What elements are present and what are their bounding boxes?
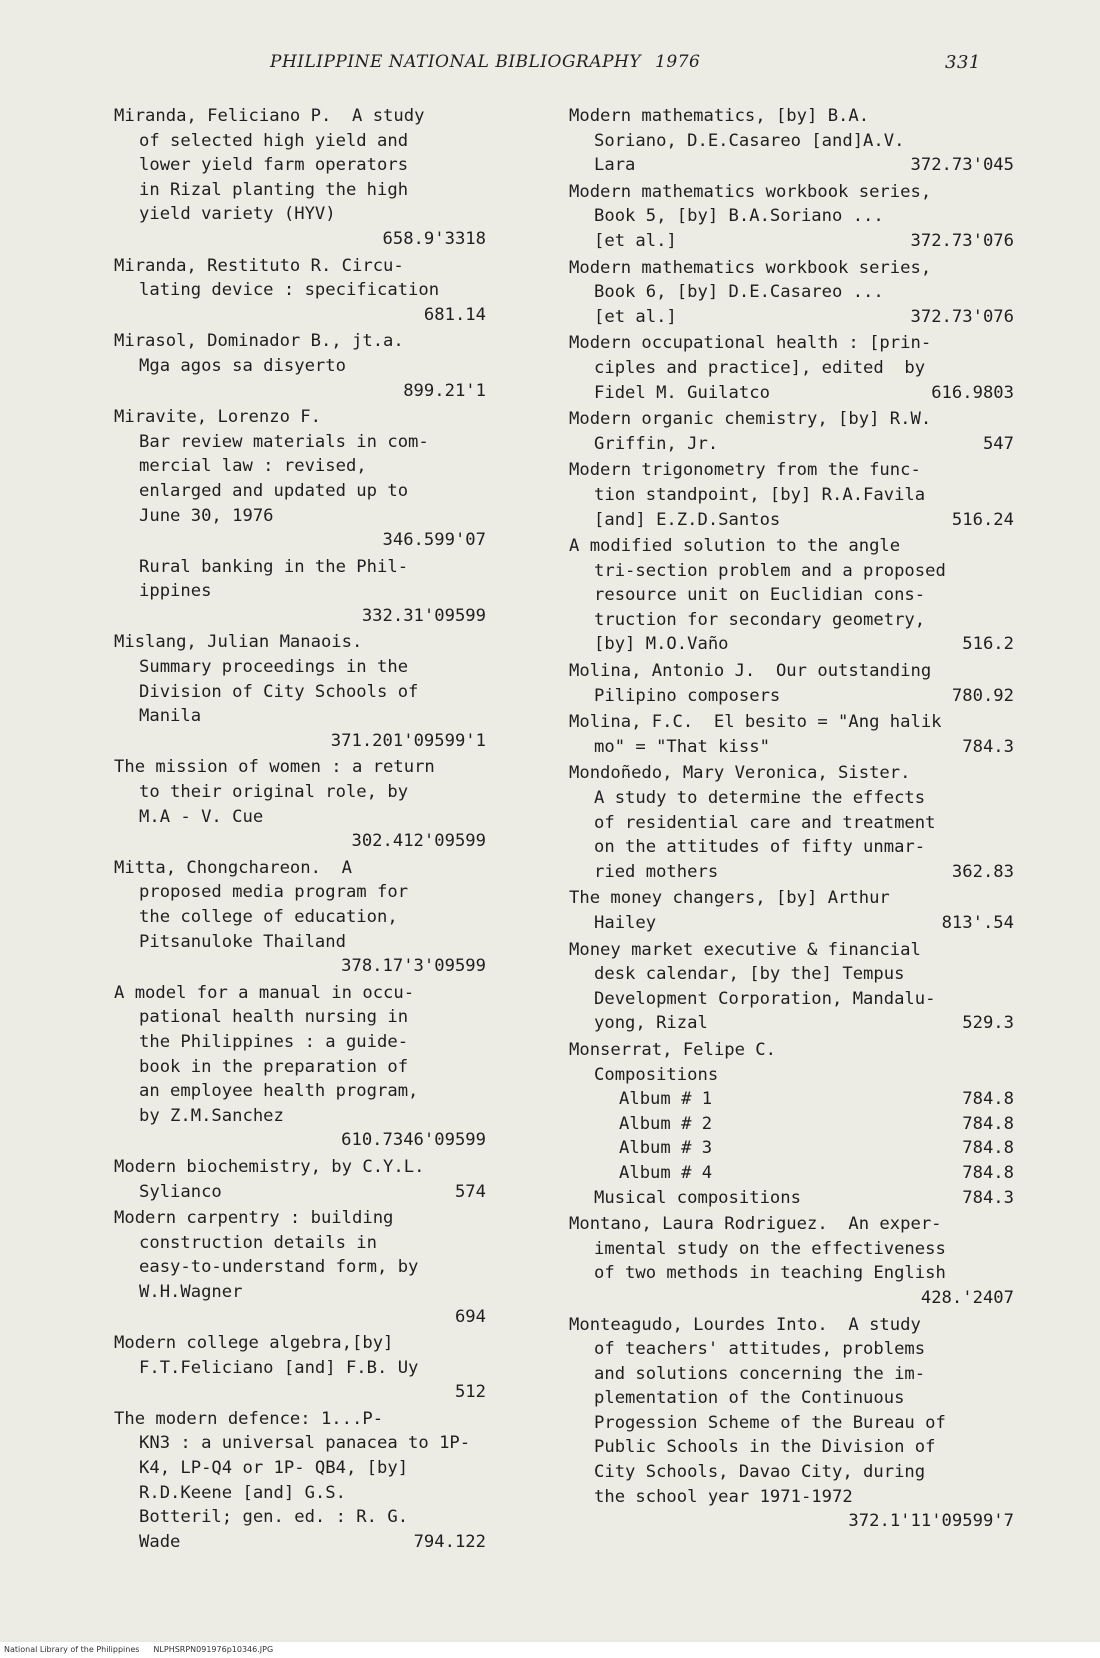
entry-text: in Rizal planting the high (139, 179, 409, 200)
sub-entry-line (569, 1136, 1014, 1161)
entry-text: [et al.] (594, 306, 677, 327)
entry-text: Monserrat, Felipe C. (569, 1039, 776, 1060)
entry-text: ciples and practice], edited by (594, 357, 926, 378)
bibliography-entry (114, 1155, 486, 1204)
entry-text: book in the preparation of (139, 1056, 409, 1077)
entry-text: desk calendar, [by the] Tempus (594, 964, 905, 985)
bibliography-entry (114, 1331, 486, 1405)
classification-number: 372.1'11'09599'7 (848, 1511, 1014, 1532)
entry-text: Mislang, Julian Manaois. (114, 632, 363, 653)
entry-text: Wade (139, 1531, 181, 1552)
entry-line (114, 1030, 486, 1055)
entry-text: and solutions concerning the im- (594, 1363, 926, 1384)
classification-number: 616.9803 (931, 382, 1014, 403)
entry-text: Sylianco (139, 1181, 222, 1202)
entry-line (569, 180, 1014, 205)
entry-text: Griffin, Jr. (594, 433, 719, 454)
entry-line (569, 886, 1014, 911)
entry-line (569, 1063, 1014, 1088)
entry-text: Molina, F.C. El besito = "Ang halik (569, 712, 942, 733)
entry-text: to their original role, by (139, 782, 409, 803)
entry-line (569, 1485, 1014, 1510)
entry-line (569, 204, 1014, 229)
entry-line (569, 1362, 1014, 1387)
sub-entry-line (569, 1161, 1014, 1186)
entry-text: A modified solution to the angle (569, 536, 901, 557)
entry-text: Development Corporation, Mandalu- (594, 988, 936, 1009)
entry-line (114, 880, 486, 905)
classification-number: 371.201'09599'1 (330, 730, 486, 751)
entry-line (569, 331, 1014, 356)
classification-number: 780.92 (951, 685, 1014, 706)
classification-number: 658.9'3318 (382, 228, 486, 249)
bibliography-entry (569, 180, 1014, 254)
entry-line (114, 905, 486, 930)
classification-number: 610.7346'09599 (341, 1130, 486, 1151)
entry-text: lower yield farm operators (139, 155, 409, 176)
entry-line (114, 202, 486, 227)
entry-line (114, 805, 486, 830)
entry-text: mo" = "That kiss" (594, 736, 770, 757)
page-number: 331 (945, 52, 981, 73)
sub-entry-label: Musical compositions (594, 1187, 801, 1208)
entry-line (569, 432, 1014, 457)
entry-line (569, 104, 1014, 129)
entry-text: Pitsanuloke Thailand (139, 931, 346, 952)
bibliography-entry (114, 755, 486, 853)
entry-line (569, 508, 1014, 533)
classification-number: 302.412'09599 (351, 831, 486, 852)
entry-line (114, 630, 486, 655)
entry-line (569, 256, 1014, 281)
entry-line (114, 680, 486, 705)
sub-entry-label: Album # 2 (619, 1113, 713, 1134)
entry-text: Molina, Antonio J. Our outstanding (569, 661, 932, 682)
sub-entry-label: Album # 3 (619, 1138, 713, 1159)
entry-text: Mondoñedo, Mary Veronica, Sister. (569, 763, 911, 784)
entry-text: Progession Scheme of the Bureau of (594, 1412, 946, 1433)
library-credit: National Library of the Philippines (4, 1645, 140, 1654)
entry-line (114, 1005, 486, 1030)
classification-number: 362.83 (951, 861, 1014, 882)
entry-line (114, 430, 486, 455)
entry-text: Miranda, Restituto R. Circu- (114, 255, 404, 276)
entry-text: ippines (139, 581, 212, 602)
entry-line (114, 329, 486, 354)
entry-text: Compositions (594, 1064, 719, 1085)
entry-line (569, 938, 1014, 963)
bibliography-year: 1976 (655, 52, 701, 72)
entry-text: A model for a manual in occu- (114, 982, 415, 1003)
bibliography-entry (569, 659, 1014, 708)
classification-number: 516.2 (962, 634, 1014, 655)
entry-text: resource unit on Euclidian cons- (594, 585, 926, 606)
entry-text: Lara (594, 155, 636, 176)
entry-line (114, 405, 486, 430)
sub-entry-line (569, 1112, 1014, 1137)
entry-line (569, 1038, 1014, 1063)
bibliography-entry (114, 630, 486, 753)
entry-line (569, 356, 1014, 381)
entry-line (114, 981, 486, 1006)
entry-line (114, 153, 486, 178)
bibliography-entry (569, 938, 1014, 1036)
classification-number: 813'.54 (941, 913, 1014, 933)
entry-line (114, 479, 486, 504)
entry-text: [et al.] (594, 230, 677, 251)
entry-text: Modern organic chemistry, [by] R.W. (569, 409, 932, 430)
entry-text: tion standpoint, [by] R.A.Favila (594, 484, 926, 505)
bibliography-entry (569, 331, 1014, 405)
entry-text: Soriano, D.E.Casareo [and]A.V. (594, 130, 905, 151)
entry-line (569, 153, 1014, 178)
sub-entry-label: Album # 4 (619, 1162, 713, 1183)
classification-number: 681.14 (423, 304, 486, 325)
entry-text: The mission of women : a return (114, 757, 435, 778)
entry-line (114, 655, 486, 680)
entry-line (114, 1456, 486, 1481)
entry-text: Fidel M. Guilatco (594, 382, 770, 403)
classification-number: 899.21'1 (403, 380, 486, 401)
entry-text: imental study on the effectiveness (594, 1238, 946, 1259)
entry-text: K4, LP-Q4 or 1P- QB4, [by] (139, 1458, 409, 1479)
entry-text: ried mothers (594, 861, 719, 882)
classification-number: 694 (454, 1306, 486, 1327)
entry-line (114, 354, 486, 379)
bibliography-entry (569, 407, 1014, 456)
entry-line (569, 1011, 1014, 1036)
entry-text: Book 5, [by] B.A.Soriano ... (594, 206, 884, 227)
classification-number: 784.8 (962, 1113, 1014, 1134)
entry-text: Public Schools in the Division of (594, 1437, 936, 1458)
entry-line (569, 280, 1014, 305)
entry-text: proposed media program for (139, 882, 409, 903)
classification-number: 529.3 (962, 1013, 1014, 1034)
entry-text: Manila (139, 706, 202, 727)
entry-text: Modern mathematics workbook series, (569, 181, 932, 202)
entry-line (114, 1231, 486, 1256)
entry-text: Hailey (594, 913, 657, 933)
entry-line (114, 1505, 486, 1530)
entry-text: an employee health program, (139, 1081, 419, 1102)
entry-text: Division of City Schools of (139, 681, 419, 702)
entry-text: construction details in (139, 1232, 377, 1253)
entry-text: Modern biochemistry, by C.Y.L. (114, 1156, 425, 1177)
entry-text: R.D.Keene [and] G.S. (139, 1482, 346, 1503)
classification-number: 428.'2407 (920, 1287, 1014, 1308)
entry-line (569, 305, 1014, 330)
entry-line (114, 1104, 486, 1129)
bibliography-entry (569, 886, 1014, 935)
entry-text: Modern occupational health : [prin- (569, 333, 932, 354)
entry-text: Mirasol, Dominador B., jt.a. (114, 331, 404, 352)
entry-text: mercial law : revised, (139, 456, 367, 477)
entry-line (114, 555, 486, 580)
entry-text: Modern mathematics, [by] B.A. (569, 106, 870, 126)
bibliography-entry (114, 856, 486, 979)
classification-number: 784.3 (962, 1187, 1014, 1208)
entry-text: Montano, Laura Rodriguez. An exper- (569, 1214, 942, 1235)
classification-number: 784.3 (962, 736, 1014, 757)
entry-line (569, 632, 1014, 657)
classification-number: 346.599'07 (382, 530, 486, 551)
bibliography-entry (114, 555, 486, 629)
bibliography-entry (114, 104, 486, 252)
classification-number: 574 (454, 1181, 486, 1202)
entry-line (569, 483, 1014, 508)
entry-text: Modern trigonometry from the func- (569, 460, 921, 481)
entry-line (569, 534, 1014, 559)
entry-line (569, 835, 1014, 860)
running-title (270, 52, 700, 72)
entry-line (569, 1237, 1014, 1262)
classification-number: 372.73'076 (910, 230, 1014, 251)
entry-line (114, 1206, 486, 1231)
entry-line (569, 1313, 1014, 1338)
entry-line (114, 1079, 486, 1104)
entry-line (569, 407, 1014, 432)
classification-number: 516.24 (951, 509, 1014, 530)
classification-number: 512 (454, 1382, 486, 1403)
entry-text: The modern defence: 1...P- (114, 1408, 384, 1429)
entry-text: Rural banking in the Phil- (139, 556, 409, 577)
entry-line (569, 608, 1014, 633)
entry-text: easy-to-understand form, by (139, 1257, 419, 1278)
entry-text: Money market executive & financial (569, 939, 921, 960)
entry-text: A study to determine the effects (594, 788, 926, 809)
bibliography-entry (114, 981, 486, 1153)
bibliography-entry (114, 329, 486, 403)
entry-line (114, 454, 486, 479)
entry-line (569, 710, 1014, 735)
entry-text: Book 6, [by] D.E.Casareo ... (594, 282, 884, 303)
entry-text: Miravite, Lorenzo F. (114, 407, 321, 428)
entry-line (569, 1261, 1014, 1286)
entry-text: the college of education, (139, 907, 398, 927)
entry-line (569, 987, 1014, 1012)
entry-line (114, 1055, 486, 1080)
entry-line (569, 583, 1014, 608)
entry-line (114, 1155, 486, 1180)
entry-text: June 30, 1976 (139, 505, 274, 526)
entry-text: M.A - V. Cue (139, 806, 264, 827)
entry-line (569, 229, 1014, 254)
classification-number: 547 (982, 433, 1014, 454)
entry-line (569, 1460, 1014, 1485)
entry-text: of residential care and treatment (594, 812, 936, 833)
entry-line (569, 684, 1014, 709)
entry-text: Modern carpentry : building (114, 1208, 394, 1229)
entry-line (114, 930, 486, 955)
entry-line (569, 129, 1014, 154)
sub-entry-line (569, 1186, 1014, 1211)
right-column (569, 104, 1014, 1536)
classification-number: 784.8 (962, 1138, 1014, 1159)
left-column (114, 104, 486, 1556)
file-name: NLPHSRPN091976p10346.JPG (153, 1645, 274, 1654)
entry-line (569, 860, 1014, 885)
entry-text: of teachers' attitudes, problems (594, 1339, 926, 1360)
entry-text: yield variety (HYV) (139, 204, 336, 225)
entry-text: on the attitudes of fifty unmar- (594, 837, 926, 858)
entry-line (569, 659, 1014, 684)
entry-text: City Schools, Davao City, during (594, 1462, 926, 1483)
entry-text: Pilipino composers (594, 685, 781, 706)
entry-line (114, 504, 486, 529)
classification-number: 784.8 (962, 1162, 1014, 1183)
entry-text: Summary proceedings in the (139, 657, 409, 678)
entry-text: by Z.M.Sanchez (139, 1105, 284, 1126)
entry-text: yong, Rizal (594, 1013, 708, 1034)
scan-footer (0, 1642, 1100, 1658)
entry-line (114, 1280, 486, 1305)
bibliography-entry (569, 761, 1014, 884)
entry-text: The money changers, [by] Arthur (569, 888, 890, 909)
entry-line (114, 704, 486, 729)
entry-text: of two methods in teaching English (594, 1263, 946, 1284)
entry-text: enlarged and updated up to (139, 480, 409, 501)
bibliography-title: PHILIPPINE NATIONAL BIBLIOGRAPHY (270, 52, 642, 72)
entry-text: lating device : specification (139, 280, 440, 301)
bibliography-entry (114, 254, 486, 328)
bibliography-entry (569, 1212, 1014, 1310)
bibliography-entry (569, 104, 1014, 178)
classification-number: 378.17'3'09599 (341, 956, 486, 977)
entry-line (569, 1337, 1014, 1362)
entry-line (114, 856, 486, 881)
classification-number: 784.8 (962, 1089, 1014, 1110)
entry-line (569, 1386, 1014, 1411)
entry-line (569, 1411, 1014, 1436)
entry-line (114, 1431, 486, 1456)
entry-line (114, 755, 486, 780)
entry-line (569, 1435, 1014, 1460)
entry-text: truction for secondary geometry, (594, 609, 926, 630)
entry-line (114, 129, 486, 154)
entry-text: Botteril; gen. ed. : R. G. (139, 1507, 409, 1528)
bibliography-entry (114, 1407, 486, 1555)
entry-line (114, 780, 486, 805)
entry-line (114, 1407, 486, 1432)
classification-number: 794.122 (413, 1531, 486, 1552)
entry-line (114, 579, 486, 604)
entry-text: plementation of the Continuous (594, 1388, 905, 1409)
entry-line (114, 104, 486, 129)
entry-line (569, 381, 1014, 406)
classification-number: 332.31'09599 (361, 605, 486, 626)
bibliography-entry (569, 256, 1014, 330)
entry-text: Mitta, Chongchareon. A (114, 857, 352, 878)
entry-line (114, 1530, 486, 1555)
entry-line (569, 559, 1014, 584)
entry-line (569, 811, 1014, 836)
entry-text: W.H.Wagner (139, 1281, 243, 1302)
entry-text: the school year 1971-1972 (594, 1486, 853, 1507)
bibliography-entry (114, 1206, 486, 1329)
bibliography-entry (569, 458, 1014, 532)
entry-text: F.T.Feliciano [and] F.B. Uy (139, 1357, 419, 1378)
entry-line (114, 1481, 486, 1506)
entry-line (569, 911, 1014, 936)
entry-line (114, 278, 486, 303)
sub-entry-label: Album # 1 (619, 1089, 713, 1110)
entry-line (569, 458, 1014, 483)
entry-text: the Philippines : a guide- (139, 1031, 409, 1052)
bibliography-entry (569, 710, 1014, 759)
entry-line (114, 254, 486, 279)
entry-text: [by] M.O.Vaño (594, 634, 729, 655)
entry-line (114, 178, 486, 203)
sub-entry-line (569, 1087, 1014, 1112)
entry-line (569, 962, 1014, 987)
entry-text: KN3 : a universal panacea to 1P- (139, 1433, 471, 1454)
entry-line (569, 786, 1014, 811)
bibliography-entry (569, 1038, 1014, 1210)
entry-text: pational health nursing in (139, 1007, 409, 1028)
entry-line (569, 761, 1014, 786)
bibliography-entry (569, 1313, 1014, 1534)
entry-text: of selected high yield and (139, 130, 409, 151)
entry-text: Miranda, Feliciano P. A study (114, 106, 425, 126)
entry-text: Mga agos sa disyerto (139, 355, 346, 376)
classification-number: 372.73'076 (910, 306, 1014, 327)
entry-line (569, 1212, 1014, 1237)
entry-text: tri-section problem and a proposed (594, 560, 946, 581)
entry-line (114, 1180, 486, 1205)
bibliography-entry (569, 534, 1014, 657)
entry-line (114, 1331, 486, 1356)
classification-number: 372.73'045 (910, 155, 1014, 176)
entry-text: Modern mathematics workbook series, (569, 257, 932, 278)
bibliography-entry (114, 405, 486, 553)
entry-line (569, 735, 1014, 760)
entry-line (114, 1255, 486, 1280)
entry-text: [and] E.Z.D.Santos (594, 509, 781, 530)
entry-text: Modern college algebra,[by] (114, 1333, 394, 1354)
entry-text: Monteagudo, Lourdes Into. A study (569, 1314, 921, 1335)
entry-line (114, 1356, 486, 1381)
entry-text: Bar review materials in com- (139, 431, 429, 452)
